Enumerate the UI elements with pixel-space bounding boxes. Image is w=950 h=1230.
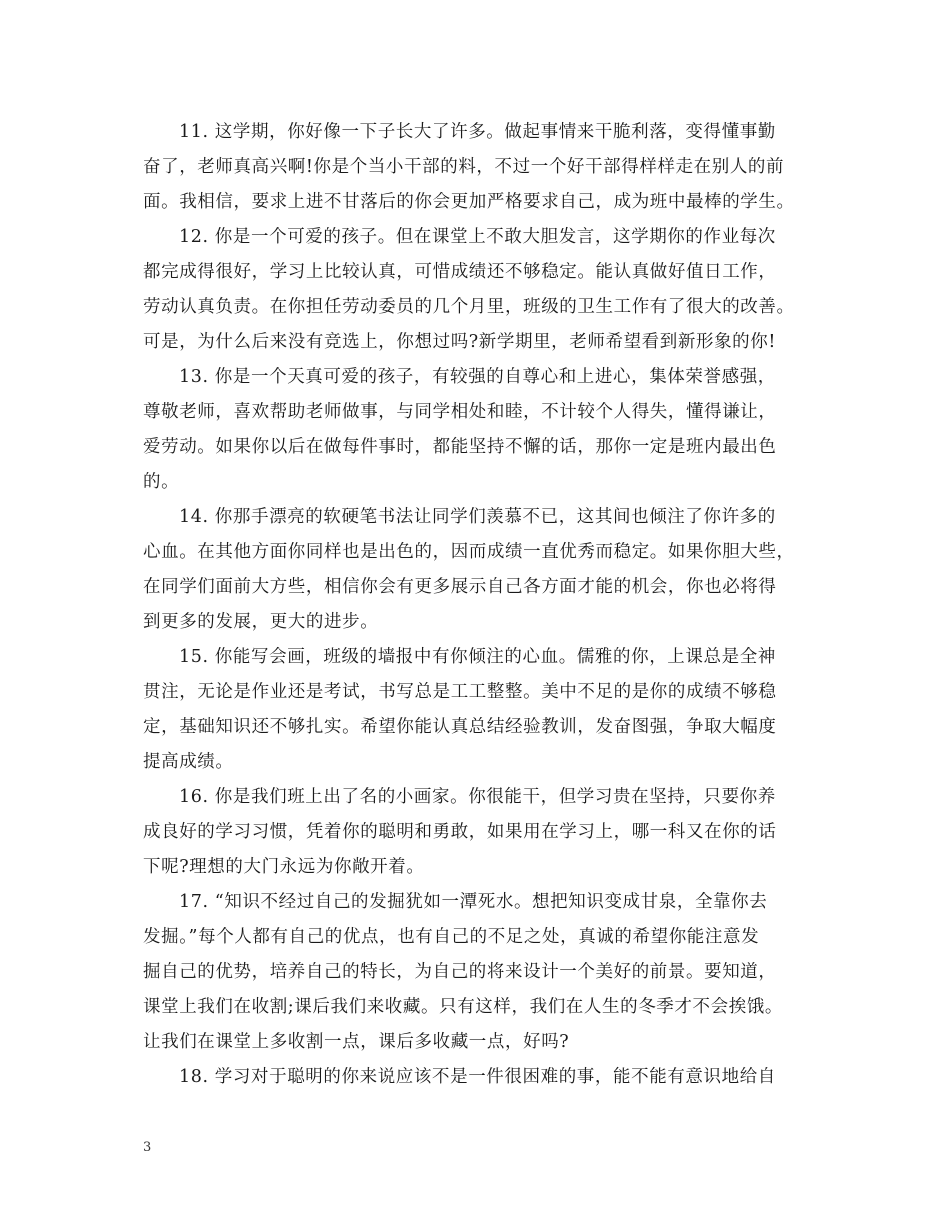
paragraph-13-line-4: 的。 (143, 472, 180, 492)
paragraph-13-line-3: 爱劳动。如果你以后在做每件事时，都能坚持不懈的话，那你一定是班内最出色 (143, 437, 777, 457)
paragraph-14-line-4: 到更多的发展，更大的进步。 (143, 612, 379, 632)
paragraph-15-line-3: 定，基础知识还不够扎实。希望你能认真总结经验教训，发奋图强，争取大幅度 (143, 717, 777, 737)
paragraph-17-line-5: 让我们在课堂上多收割一点，课后多收藏一点，好吗? (143, 1032, 570, 1052)
paragraph-16-line-2: 成良好的学习习惯，凭着你的聪明和勇敢，如果用在学习上，哪一科又在你的话 (143, 822, 777, 842)
paragraph-18-line-1: 18. 学习对于聪明的你来说应该不是一件很困难的事，能不能有意识地给自 (179, 1067, 776, 1087)
paragraph-14-line-1: 14. 你那手漂亮的软硬笔书法让同学们羡慕不已，这其间也倾注了你许多的 (179, 507, 776, 527)
paragraph-11-line-1: 11. 这学期，你好像一下子长大了许多。做起事情来干脆利落，变得懂事勤 (179, 122, 776, 142)
paragraph-11-line-3: 面。我相信，要求上进不甘落后的你会更加严格要求自己，成为班中最棒的学生。 (143, 192, 795, 212)
paragraph-12-line-4: 可是，为什么后来没有竞选上，你想过吗?新学期里，老师希望看到新形象的你! (143, 332, 777, 352)
paragraph-13-line-2: 尊敬老师，喜欢帮助老师做事，与同学相处和睦，不计较个人得失，懂得谦让， (143, 402, 777, 422)
paragraph-15-line-4: 提高成绩。 (143, 752, 234, 772)
paragraph-17-line-4: 课堂上我们在收割;课后我们来收藏。只有这样，我们在人生的冬季才不会挨饿。 (143, 997, 783, 1017)
paragraph-13-line-1: 13. 你是一个天真可爱的孩子，有较强的自尊心和上进心，集体荣誉感强， (179, 367, 776, 387)
paragraph-15-line-2: 贯注，无论是作业还是考试，书写总是工工整整。美中不足的是你的成绩不够稳 (143, 682, 777, 702)
page-number: 3 (143, 1140, 152, 1155)
paragraph-16-line-1: 16. 你是我们班上出了名的小画家。你很能干，但学习贵在坚持，只要你养 (179, 787, 776, 807)
paragraph-17-line-3: 掘自己的优势，培养自己的特长，为自己的将来设计一个美好的前景。要知道， (143, 962, 777, 982)
paragraph-12-line-3: 劳动认真负责。在你担任劳动委员的几个月里，班级的卫生工作有了很大的改善。 (143, 297, 795, 317)
paragraph-16-line-3: 下呢?理想的大门永远为你敞开着。 (143, 857, 425, 877)
paragraph-15-line-1: 15. 你能写会画，班级的墙报中有你倾注的心血。儒雅的你，上课总是全神 (179, 647, 776, 667)
paragraph-12-line-2: 都完成得很好，学习上比较认真，可惜成绩还不够稳定。能认真做好值日工作， (143, 262, 777, 282)
paragraph-12-line-1: 12. 你是一个可爱的孩子。但在课堂上不敢大胆发言，这学期你的作业每次 (179, 227, 776, 247)
paragraph-17-line-2: 发掘。”每个人都有自己的优点，也有自己的不足之处，真诚的希望你能注意发 (143, 927, 760, 947)
paragraph-11-line-2: 奋了，老师真高兴啊!你是个当小干部的料，不过一个好干部得样样走在别人的前 (143, 157, 785, 177)
paragraph-17-line-1: 17. “知识不经过自己的发掘犹如一潭死水。想把知识变成甘泉，全靠你去 (179, 892, 768, 912)
paragraph-14-line-2: 心血。在其他方面你同样也是出色的，因而成绩一直优秀而稳定。如果你胆大些， (143, 542, 795, 562)
paragraph-14-line-3: 在同学们面前大方些，相信你会有更多展示自己各方面才能的机会，你也必将得 (143, 577, 777, 597)
